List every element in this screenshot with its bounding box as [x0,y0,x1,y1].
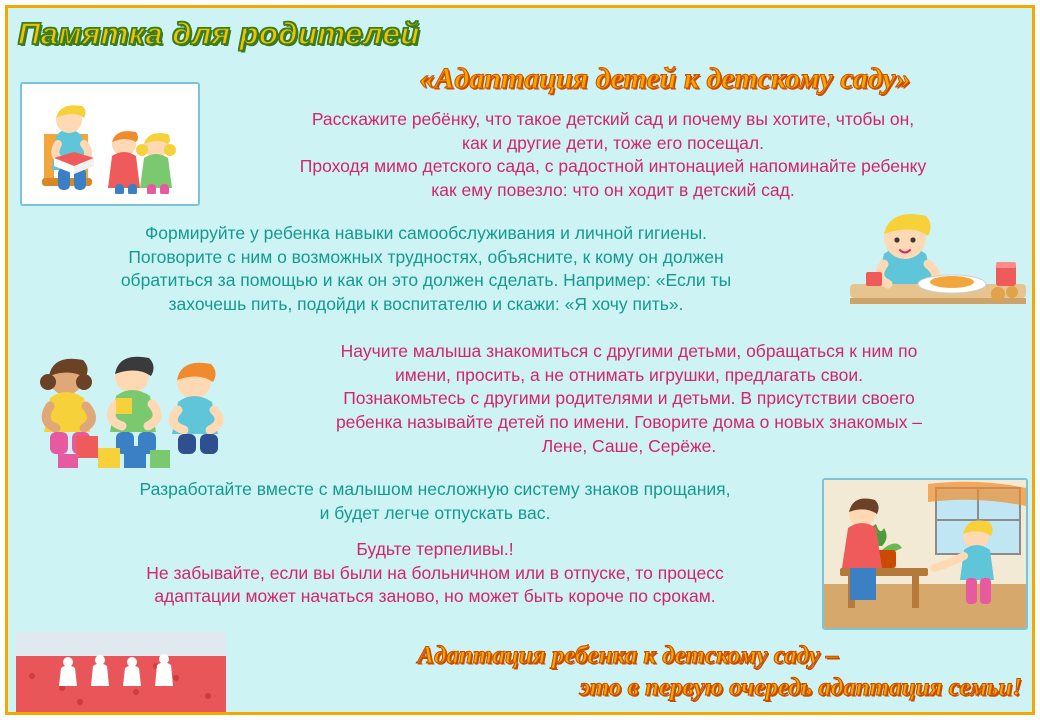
mother-and-child-at-home-illustration [822,478,1028,630]
paragraph-1-line-3: Проходя мимо детского сада, с радостной интонацией напоминайте ребенку [299,156,927,177]
paragraph-1-line-2: как и другие дети, тоже его посещал. [462,132,764,153]
paragraph-2-line-2: Поговорите с ним о возможных трудностях, объясните, к кому он должен [128,246,724,267]
paragraph-4-line-2: и будет легче отпускать вас. [319,502,551,523]
paragraph-3-line-3: Познакомьтесь с другими родителями и детьми. В присутствии своего [343,388,915,409]
paragraph-4-line-1: Разработайте вместе с малышом несложную систему знаков прощания, [139,479,731,499]
paragraph-1-line-1: Расскажите ребёнку, что такое детский сад и почему вы хотите, чтобы он, [311,109,915,129]
footer-slogan [228,640,1028,704]
page-subtitle: «Адаптация детей к детскому саду» [419,62,911,95]
paragraph-3 [234,340,1024,458]
paragraph-4 [40,478,830,525]
paragraph-1 [198,108,1028,203]
paragraph-1-line-4: как ему повезло: что он ходит в детский сад. [431,179,795,200]
footer-line-1: Адаптация ребенка к детскому саду – [417,642,839,669]
boy-eating-at-table-illustration [848,198,1028,328]
paragraph-3-line-1: Научите малыша знакомиться с другими детьми, обращаться к ним по [340,341,918,361]
teacher-reading-to-children-illustration [20,82,200,206]
paragraph-5-line-3: адаптации может начаться заново, но может быть короче по срокам. [154,586,716,607]
paragraph-3-line-4: ребенка называйте детей по имени. Говорите дома о новых знакомых – [335,411,923,432]
paragraph-3-line-5: Лене, Саше, Серёже. [541,435,717,456]
children-playing-with-blocks-illustration [28,336,234,471]
paragraph-5 [40,538,830,609]
paragraph-2-line-4: захочешь пить, подойди к воспитателю и скажи: «Я хочу пить». [168,293,684,314]
paragraph-5-line-1: Будьте терпеливы.! [356,539,514,559]
paragraph-3-line-2: имени, просить, а не отнимать игрушки, предлагать свои. [395,364,863,385]
paragraph-2-line-3: обратиться за помощью и как он это должен сделать. Например: «Если ты [120,270,732,291]
paragraph-2 [16,222,836,317]
paragraph-5-line-2: Не забывайте, если вы были на больничном или в отпуске, то процесс [146,562,724,583]
children-running-in-field-photo [16,632,226,712]
footer-line-2: это в первую очередь адаптация семьи! [579,674,1022,701]
paragraph-2-line-1: Формируйте у ребенка навыки самообслуживания и личной гигиены. [144,223,708,243]
page-title: Памятка для родителей [18,16,420,51]
